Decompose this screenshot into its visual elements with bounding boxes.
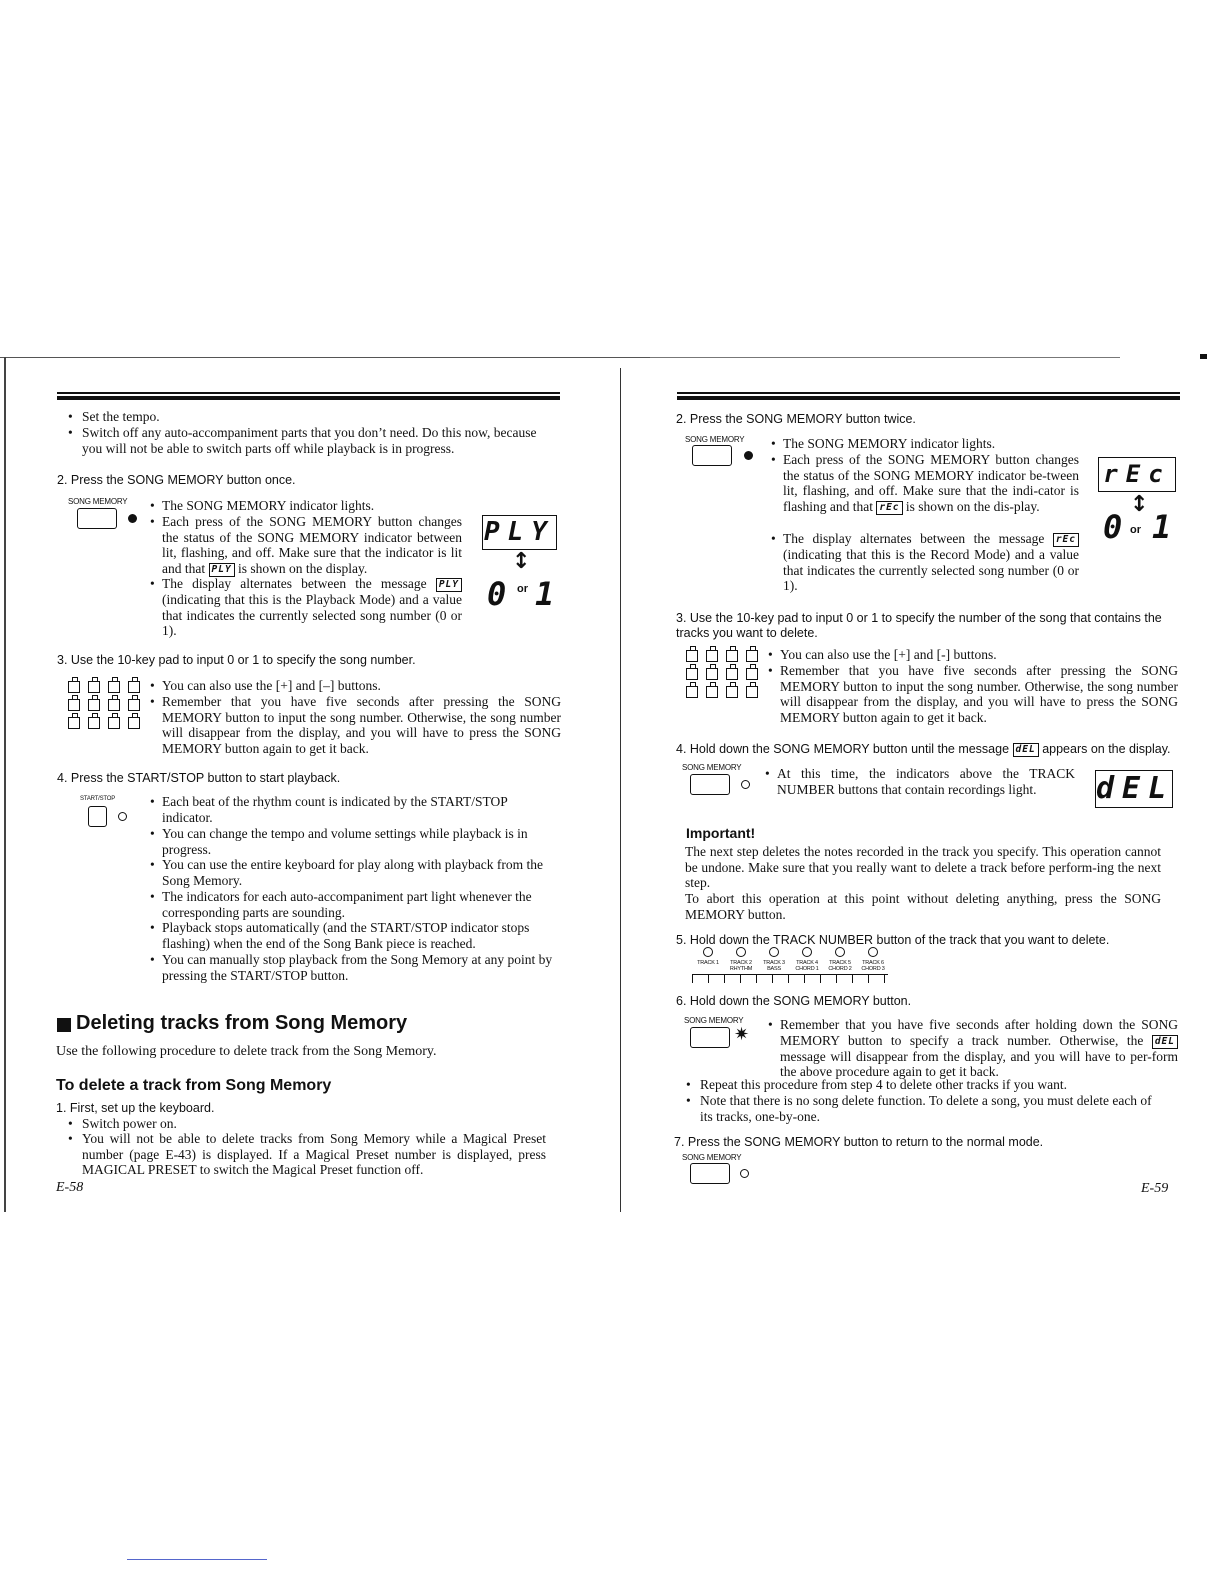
track-2-indicator-icon [736, 947, 746, 957]
r6-song-memory-button[interactable] [690, 1027, 730, 1048]
important-paragraph-2: To abort this operation at this point without deleting anything, press the SONG MEMORY button. [685, 891, 1161, 922]
del-message-2: dEL [1152, 1035, 1178, 1049]
step2-bullet-2 [150, 514, 462, 577]
r-step2-bullet-2-text: Each press of the SONG MEMORY button changes the status of the SONG MEMORY indicator be-tween lit, flashing, and off. Make sure that the indi-cator is flashing and that [783, 452, 1079, 515]
r-step3-bullet-1: • You can also use the [+] and [-] buttons. [768, 647, 1178, 663]
page-gutter [620, 368, 621, 1212]
r-step2-bullet-2-tail: is shown on the dis-play. [905, 499, 1040, 515]
del-message: dEL [1013, 743, 1039, 757]
r-step5-heading: 5. Hold down the TRACK NUMBER button of the track that you want to delete. [676, 933, 1110, 947]
start-stop-button[interactable] [88, 806, 107, 827]
section-square-icon [57, 1018, 71, 1032]
subsection-title: To delete a track from Song Memory [56, 1077, 332, 1094]
up-down-arrow-icon: ↕ [512, 549, 531, 574]
r-song-memory-label: SONG MEMORY [685, 435, 745, 444]
ply-message: PLY [209, 563, 235, 577]
start-stop-indicator-icon [118, 812, 127, 821]
scan-top-line [0, 357, 650, 358]
step2-bullet-2-tail: is shown on the display. [238, 561, 368, 577]
r-step6-bullet-a-text: Remember that you have five seconds after holding down the SONG MEMORY button to specify a track number. Otherwise, the [780, 1017, 1178, 1048]
header-rule-right [677, 392, 1180, 394]
important-title: Important! [686, 825, 756, 841]
track-3-indicator-icon [769, 947, 779, 957]
r-step3-heading: 3. Use the 10-key pad to input 0 or 1 to specify the number of the song that contains the tracks you want to delete. [676, 611, 1162, 640]
track-1-indicator-icon [703, 947, 713, 957]
start-stop-label: START/STOP [80, 796, 116, 802]
r-step2-bullet-2 [771, 452, 1079, 515]
step1-heading: 1. First, set up the keyboard. [56, 1101, 215, 1115]
song-memory-button[interactable] [77, 508, 117, 529]
track-5-label: TRACK 5 CHORD 2 [828, 960, 852, 972]
r-song-number-1: 1 [1152, 508, 1172, 546]
section-title: Deleting tracks from Song Memory [76, 1012, 408, 1034]
page-number-left: E-58 [56, 1180, 84, 1195]
r-step4-heading [676, 742, 1171, 757]
track-2-label: TRACK 2 RHYTHM [729, 960, 753, 972]
r-step6-bullet-a [768, 1017, 1178, 1080]
song-memory-label: SONG MEMORY [68, 497, 128, 506]
r-up-down-arrow-icon: ↕ [1130, 492, 1149, 517]
scan-left-border [4, 357, 6, 1212]
bullet-switch-off: • Switch off any auto-accompaniment parts that you don’t need. Do this now, because you will not be able to switch parts off while playback is in progress. [68, 425, 548, 456]
step3-bullet-2: • Remember that you have five seconds after pressing the SONG MEMORY button to input the song number. Otherwise, the song number will disappear from the display, and you will have to press the SONG MEMORY button again to get it back. [150, 694, 561, 757]
r-step6-bullet-a-tail: message will disappear from the display, and you will have to per-form the above procedure again to get it back. [780, 1048, 1178, 1080]
or-label: or [517, 583, 528, 595]
step2-heading: 2. Press the SONG MEMORY button once. [57, 473, 296, 487]
header-rule [57, 392, 560, 394]
track-3-label: TRACK 3 BASS [763, 960, 785, 972]
track-1-label: TRACK 1 [697, 960, 719, 966]
rec-message-2: rEc [1053, 533, 1079, 547]
r-song-memory-indicator-lit-icon [744, 451, 753, 460]
song-number-1: 1 [535, 575, 555, 613]
track-5-indicator-icon [835, 947, 845, 957]
r-step4-bullet-1: • At this time, the indicators above the TRACK NUMBER buttons that contain recordings light. [765, 766, 1075, 797]
song-number-0: 0 [487, 575, 507, 613]
step4-bullet-6: • You can manually stop playback from the Song Memory at any point by pressing the START/STOP button. [150, 952, 562, 983]
step2-bullet-3-tail: (indicating that this is the Playback Mode) and a value that indicates the currently selected song number (0 or 1). [162, 592, 462, 639]
step2-bullet-2-text: Each press of the SONG MEMORY button changes the status of the SONG MEMORY indicator between lit, flashing, and off. Make sure that the indicator is lit and that [162, 514, 462, 577]
important-paragraph-1: The next step deletes the notes recorded in the track you specify. This operation cannot be undone. Make sure that you really want to delete a track before perform-ing the next step. [685, 844, 1161, 891]
r7-song-memory-button[interactable] [690, 1163, 730, 1184]
step4-bullet-2: • You can change the tempo and volume settings while playback is in progress. [150, 826, 560, 857]
step1-bullet-2: • You will not be able to delete tracks from Song Memory while a Magical Preset number (page E-43) is displayed. If a Magical Preset number is displayed, press MAGICAL PRESET to switch the Magical Preset function off. [68, 1131, 546, 1178]
keyboard-strip-icon[interactable] [692, 974, 888, 983]
track-6-indicator-icon [868, 947, 878, 957]
header-rule-thick [57, 396, 560, 400]
r4-song-memory-label: SONG MEMORY [682, 763, 742, 772]
r-step6-bullet-1: • Repeat this procedure from step 4 to delete other tracks if you want. [686, 1077, 1166, 1093]
r6-song-memory-label: SONG MEMORY [684, 1016, 744, 1025]
r-step2-bullet-1: • The SONG MEMORY indicator lights. [771, 436, 1081, 452]
section-intro: Use the following procedure to delete track from the Song Memory. [56, 1044, 437, 1059]
track-4-indicator-icon [802, 947, 812, 957]
lcd-display-rec: rEc [1098, 457, 1176, 492]
r-step7-heading: 7. Press the SONG MEMORY button to return to the normal mode. [674, 1135, 1044, 1149]
track-6-label: TRACK 6 CHORD 3 [861, 960, 885, 972]
r-or-label: or [1130, 524, 1141, 536]
scan-top-line-right [650, 357, 1120, 358]
r-step2-bullet-3-text: The display alternates between the message [783, 531, 1045, 546]
step4-bullet-1: • Each beat of the rhythm count is indicated by the START/STOP indicator. [150, 794, 560, 825]
step4-bullet-3: • You can use the entire keyboard for play along with playback from the Song Memory. [150, 857, 560, 888]
track-4-label: TRACK 4 CHORD 1 [795, 960, 819, 972]
lcd-display-del: dEL [1096, 771, 1175, 806]
step4-heading: 4. Press the START/STOP button to start playback. [57, 771, 341, 785]
r4-song-memory-button[interactable] [690, 774, 730, 795]
step4-bullet-5: • Playback stops automatically (and the START/STOP indicator stops flashing) when the end of the Song Bank piece is reached. [150, 920, 562, 951]
bullet-set-tempo: • Set the tempo. [68, 409, 548, 425]
bottom-link-line [127, 1559, 267, 1560]
header-rule-right-thick [677, 396, 1180, 400]
step2-bullet-3-text: The display alternates between the message [162, 576, 427, 591]
r-step2-heading: 2. Press the SONG MEMORY button twice. [676, 412, 916, 426]
scan-mark [1200, 354, 1207, 359]
step2-bullet-3 [150, 576, 462, 639]
r-step2-bullet-3-tail: (indicating that this is the Record Mode) and a value that indicates the currently selected song number (0 or 1). [783, 547, 1079, 594]
r-step4-heading-a: 4. Hold down the SONG MEMORY button until the message [676, 742, 1010, 756]
song-memory-indicator-lit-icon [128, 514, 137, 523]
r-step4-heading-b: appears on the display. [1042, 742, 1171, 756]
step4-bullet-4: • The indicators for each auto-accompaniment part light whenever the corresponding parts are sounding. [150, 889, 560, 920]
rec-message: rEc [876, 501, 902, 515]
lcd-display-ply: PLY [482, 515, 557, 550]
step3-heading: 3. Use the 10-key pad to input 0 or 1 to specify the song number. [57, 653, 416, 667]
r7-song-memory-indicator-off-icon [740, 1169, 749, 1178]
r-step3-bullet-2: • Remember that you have five seconds after pressing the SONG MEMORY button to input the song number. Otherwise, the song number will disappear from the display, and you will have to press the SONG MEMORY button again to get it back. [768, 663, 1178, 726]
step3-bullet-1: • You can also use the [+] and [–] buttons. [150, 678, 560, 694]
flashing-indicator-icon: ✷ [734, 1024, 750, 1045]
r-song-number-0: 0 [1103, 508, 1123, 546]
ply-message-2: PLY [436, 578, 462, 592]
r7-song-memory-label: SONG MEMORY [682, 1153, 742, 1162]
r-step6-bullet-2: • Note that there is no song delete function. To delete a song, you must delete each of its tracks, one-by-one. [686, 1093, 1166, 1124]
step2-bullet-1: • The SONG MEMORY indicator lights. [150, 498, 460, 514]
r4-song-memory-indicator-off-icon [741, 780, 750, 789]
r-step2-bullet-3 [771, 531, 1079, 594]
step1-bullet-1: • Switch power on. [68, 1116, 548, 1132]
page-number-right: E-59 [1141, 1181, 1169, 1196]
r-song-memory-button[interactable] [692, 445, 732, 466]
r-step6-heading: 6. Hold down the SONG MEMORY button. [676, 994, 912, 1008]
